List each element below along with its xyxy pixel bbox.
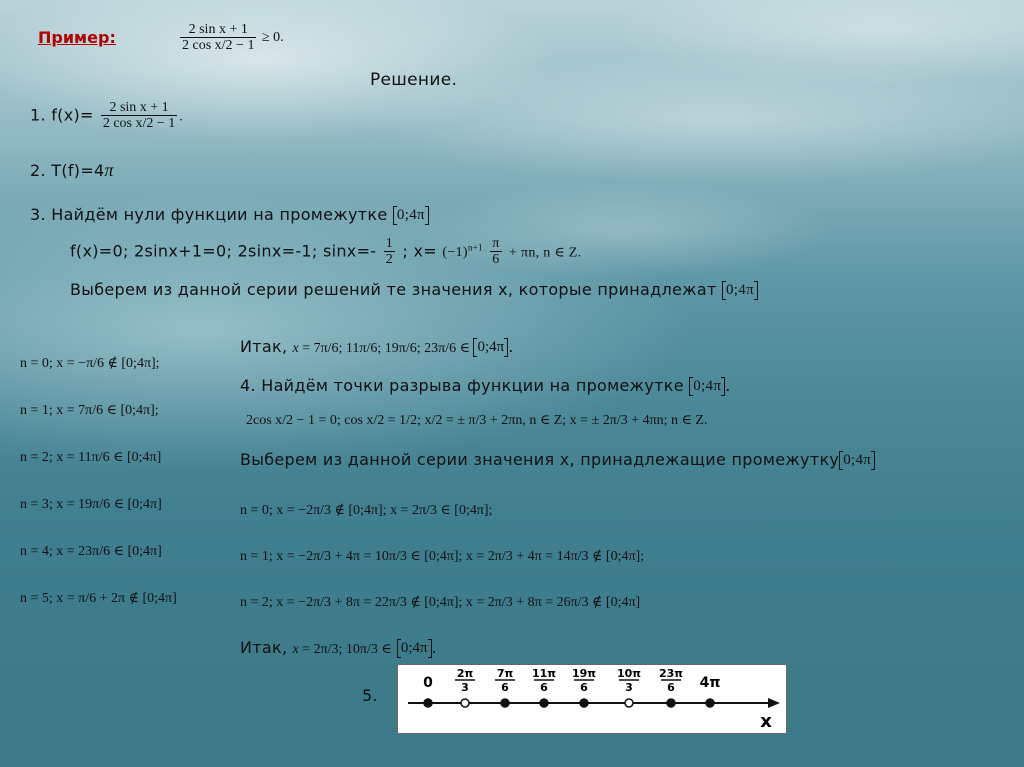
tick-label-num: 10π <box>616 667 642 680</box>
tick-label-num: 11π <box>531 667 557 680</box>
step-2: 2. T(f)=4π <box>30 160 114 180</box>
zeros-list-item: n = 1; x = 7π/6 ∈ [0;4π]; <box>20 403 159 418</box>
step-4-equation: 2cos x/2 − 1 = 0; cos x/2 = 1/2; x/2 = ± π/3 + 2πn, n ∈ Z; x = ± 2π/3 + 4πn; n ∈ Z. <box>246 413 708 428</box>
select-breaks-text: Выберем из данной серии значения х, принадлежащие промежутку 0;4π <box>240 450 875 470</box>
tick-label-den: 6 <box>580 681 588 694</box>
zeros-list-item: n = 0; x = −π/6 ∉ [0;4π]; <box>20 356 160 371</box>
tick-label-den: 6 <box>501 681 509 694</box>
zeros-equation: f(x)=0; 2sinx+1=0; 2sinx=-1; sinx=- $\frac{1}{2}$ ; $x= (-1)^{n+1}$ $\frac{\pi}{6}$ + πn, n ∈ Z. <box>70 236 582 268</box>
hollow-point <box>461 699 469 707</box>
tick-label-num: 19π <box>571 667 597 680</box>
number-line-svg <box>398 665 786 733</box>
axis-arrow <box>768 698 780 708</box>
solid-point <box>424 699 432 707</box>
solid-point <box>540 699 548 707</box>
zeros-list <box>20 340 177 622</box>
number-line <box>397 664 787 734</box>
zeros-list-item: n = 4; x = 23π/6 ∈ [0;4π] <box>20 544 162 559</box>
tick-label-num: 23π <box>658 667 684 680</box>
solid-point <box>706 699 714 707</box>
zeros-list-item: n = 5; x = π/6 + 2π ∉ [0;4π] <box>20 591 177 606</box>
solid-point <box>580 699 588 707</box>
step-4: 4. Найдём точки разрыва функции на промежутке 0;4π . <box>240 376 731 395</box>
axis-label: x <box>760 711 772 732</box>
tick-label: 4π <box>699 675 721 691</box>
tick-label: 0 <box>423 675 433 691</box>
tick-label-den: 3 <box>461 681 469 694</box>
breaks-list-item: n = 0; x = −2π/3 ∉ [0;4π]; x = 2π/3 ∈ [0;4π]; <box>240 503 493 518</box>
tick-label-den: 6 <box>540 681 548 694</box>
solid-point <box>667 699 675 707</box>
solution-title: Решение. <box>370 70 458 90</box>
zeros-list-item: n = 3; x = 19π/6 ∈ [0;4π] <box>20 497 162 512</box>
step-3: 3. Найдём нули функции на промежутке 0;4π <box>30 205 429 225</box>
itak-breaks: Итак, x = 2π/3; 10π/3 ∈ 0;4π . <box>240 638 437 657</box>
example-label: Пример: <box>38 28 116 47</box>
tick-label-num: 2π <box>456 667 474 680</box>
hollow-point <box>625 699 633 707</box>
tick-label-den: 3 <box>625 681 633 694</box>
example-inequality: $\frac{\text{2 sin x + 1}}{\text{2 cos x/2 − 1}}$ ≥ 0. <box>182 22 284 54</box>
tick-label-den: 6 <box>667 681 675 694</box>
select-zeros-text: Выберем из данной серии решений те значения х, которые принадлежат 0;4π <box>70 280 758 300</box>
step-5: 5. <box>362 686 378 705</box>
breaks-list-item: n = 2; x = −2π/3 + 8π = 22π/3 ∉ [0;4π]; x = 2π/3 + 8π = 26π/3 ∉ [0;4π] <box>240 595 641 610</box>
breaks-list <box>240 488 644 626</box>
solid-point <box>501 699 509 707</box>
zeros-list-item: n = 2; x = 11π/6 ∈ [0;4π] <box>20 450 162 465</box>
itak-zeros: Итак, x = 7π/6; 11π/6; 19π/6; 23π/6 ∈ 0;4π . <box>240 337 514 356</box>
tick-label-num: 7π <box>496 667 514 680</box>
breaks-list-item: n = 1; x = −2π/3 + 4π = 10π/3 ∈ [0;4π]; x = 2π/3 + 4π = 14π/3 ∉ [0;4π]; <box>240 549 645 564</box>
step-1: 1. f(x)= $\frac{\text{2 sin x + 1}}{\text{2 cos x/2 − 1}}$ . <box>30 100 183 132</box>
